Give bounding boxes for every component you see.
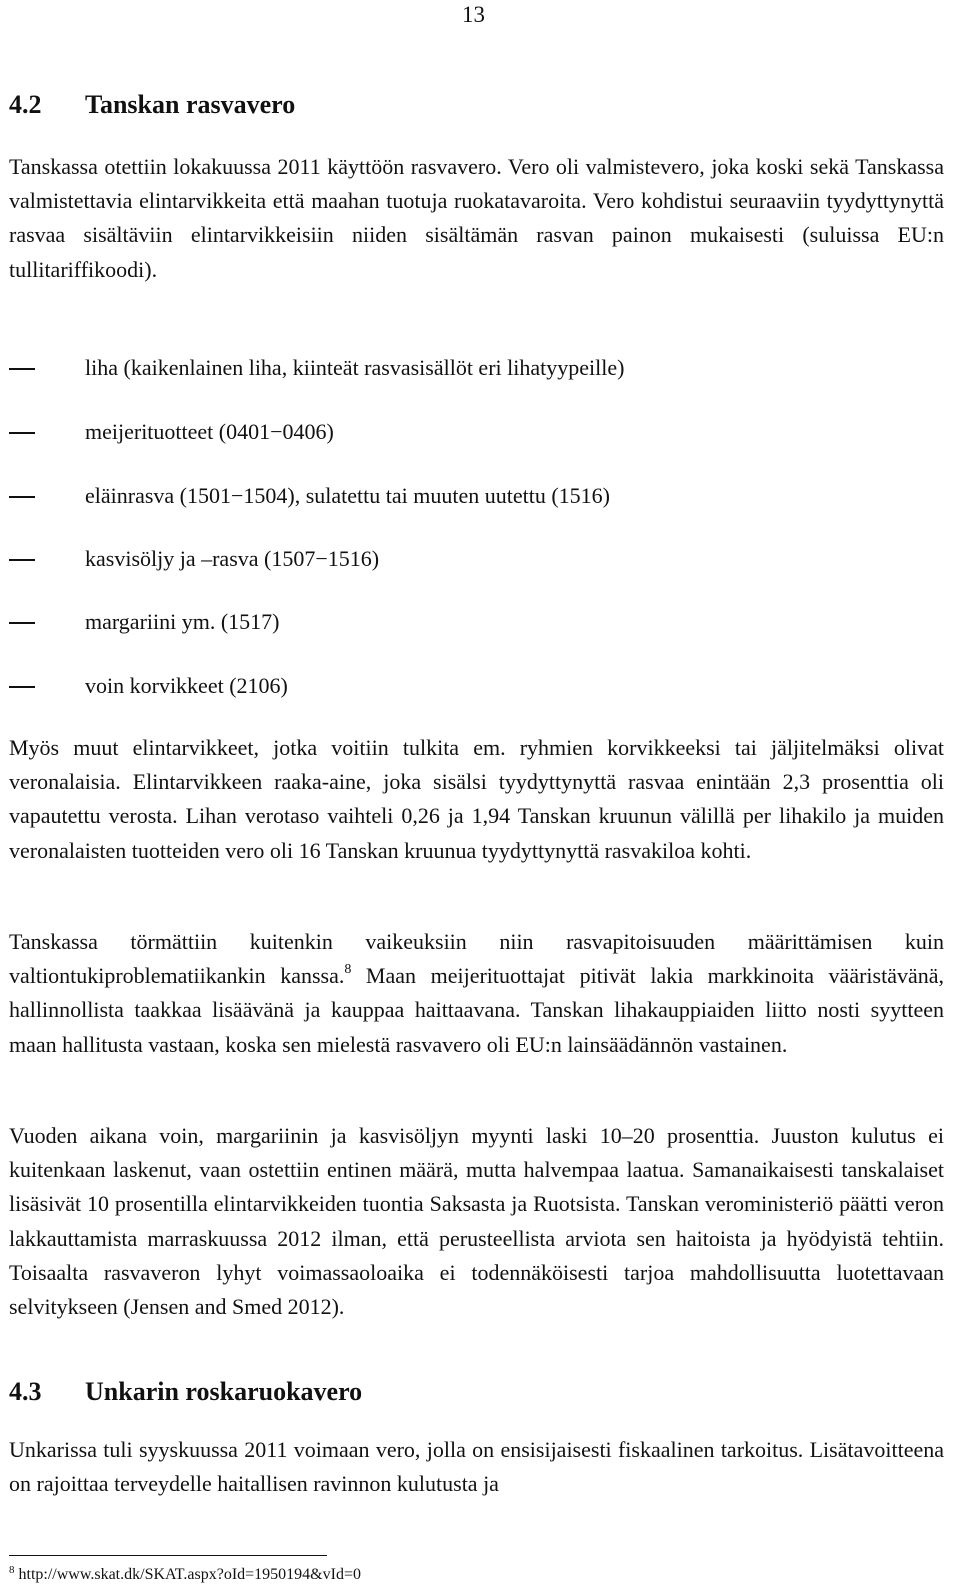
list-item-text: meijerituotteet (0401−0406)	[85, 419, 334, 444]
section-number: 4.2	[9, 90, 42, 119]
footnote-divider	[9, 1555, 327, 1556]
dash-bullet	[9, 496, 35, 498]
list-item	[9, 607, 944, 637]
dash-bullet	[9, 368, 35, 370]
paragraph-intro: Tanskassa otettiin lokakuussa 2011 käyttöön rasvavero. Vero oli valmistevero, joka koski sekä Tanskassa valmistettavia elintarvikkeita että maahan tuotuja ruokatavaroita. Vero kohdistui seuraaviin tyydyttynyttä rasvaa sisältäviin elintarvikkeisiin niiden sisältämän rasvan painon mukaisesti (suluissa EU:n tullitariffikoodi).	[9, 154, 944, 282]
dash-bullet	[9, 622, 35, 624]
section-title: Unkarin roskaruokavero	[85, 1377, 363, 1406]
dash-bullet	[9, 686, 35, 688]
section-heading-4-2	[9, 90, 295, 120]
paragraph-text: Tanskassa törmättiin kuitenkin vaikeuksiin niin rasvapitoisuuden määrittämisen kuin valtiontukiproblematiikankin kanssa.	[9, 929, 944, 989]
section-title: Tanskan rasvavero	[85, 90, 296, 119]
section-heading-4-3	[9, 1377, 362, 1407]
footnote-reference[interactable]: 8	[344, 962, 352, 978]
footnote-link[interactable]: http://www.skat.dk/SKAT.aspx?oId=1950194&vId=0	[14, 1566, 361, 1583]
footnote-number: 8	[9, 1564, 15, 1576]
list-item-text: voin korvikkeet (2106)	[85, 673, 288, 698]
list-item-text: kasvisöljy ja –rasva (1507−1516)	[85, 546, 380, 571]
list-item-text: margariini ym. (1517)	[85, 609, 280, 634]
footnote	[9, 1563, 361, 1587]
list-item-text: eläinrasva (1501−1504), sulatettu tai muuten uutettu (1516)	[85, 483, 611, 508]
list-item	[9, 481, 944, 511]
page-number: 13	[462, 2, 485, 27]
section-number: 4.3	[9, 1377, 42, 1406]
list-item	[9, 544, 944, 574]
paragraph-text: Maan meijerituottajat pitivät lakia markkinoita vääristävänä, hallinnollista taakkaa lisäävänä ja kauppaa haittaavana. Tanskan lihakauppiaiden liitto nosti syytteen maan hallitusta vastaan, koska sen mielestä rasvavero oli EU:n lainsäädännön vastainen.	[9, 963, 944, 1057]
list-item	[9, 671, 944, 701]
list-item-text: liha (kaikenlainen liha, kiinteät rasvasisällöt eri lihatyypeille)	[85, 355, 625, 380]
list-item	[9, 353, 944, 383]
paragraph-difficulties	[9, 925, 944, 1062]
paragraph-effects: Vuoden aikana voin, margariinin ja kasvisöljyn myynti laski 10–20 prosenttia. Juuston kulutus ei kuitenkaan laskenut, vaan ostettiin entinen määrä, mutta halvempaa laatua. Samanaikaisesti tanskalaiset lisäsivät 10 prosentilla elintarvikkeiden tuontia Saksasta ja Ruotsista. Tanskan veroministeriö päätti veron lakkauttamista marraskuussa 2012 ilman, että perusteellista arviota sen haitoista ja hyödyistä tehtiin. Toisaalta rasvaveron lyhyt voimassaoloaika ei todennäköisesti tarjoa mahdollisuutta luotettavaan selvitykseen (Jensen and Smed 2012).	[9, 1123, 944, 1320]
dash-bullet	[9, 432, 35, 434]
list-item	[9, 417, 944, 447]
dash-bullet	[9, 559, 35, 561]
paragraph-hungary: Unkarissa tuli syyskuussa 2011 voimaan vero, jolla on ensisijaisesti fiskaalinen tarkoitus. Lisätavoitteena on rajoittaa terveydelle haitallisen ravinnon kulutusta ja	[9, 1437, 944, 1497]
paragraph-other-products: Myös muut elintarvikkeet, jotka voitiin tulkita em. ryhmien korvikkeeksi tai jäljitelmäksi olivat veronalaisia. Elintarvikkeen raaka-aine, joka sisälsi tyydyttynyttä rasvaa enintään 2,3 prosenttia oli vapautettu verosta. Lihan verotaso vaihteli 0,26 ja 1,94 Tanskan kruunun välillä per lihakilo ja muiden veronalaisten tuotteiden vero oli 16 Tanskan kruunua tyydyttynyttä rasvakiloa kohti.	[9, 735, 944, 863]
